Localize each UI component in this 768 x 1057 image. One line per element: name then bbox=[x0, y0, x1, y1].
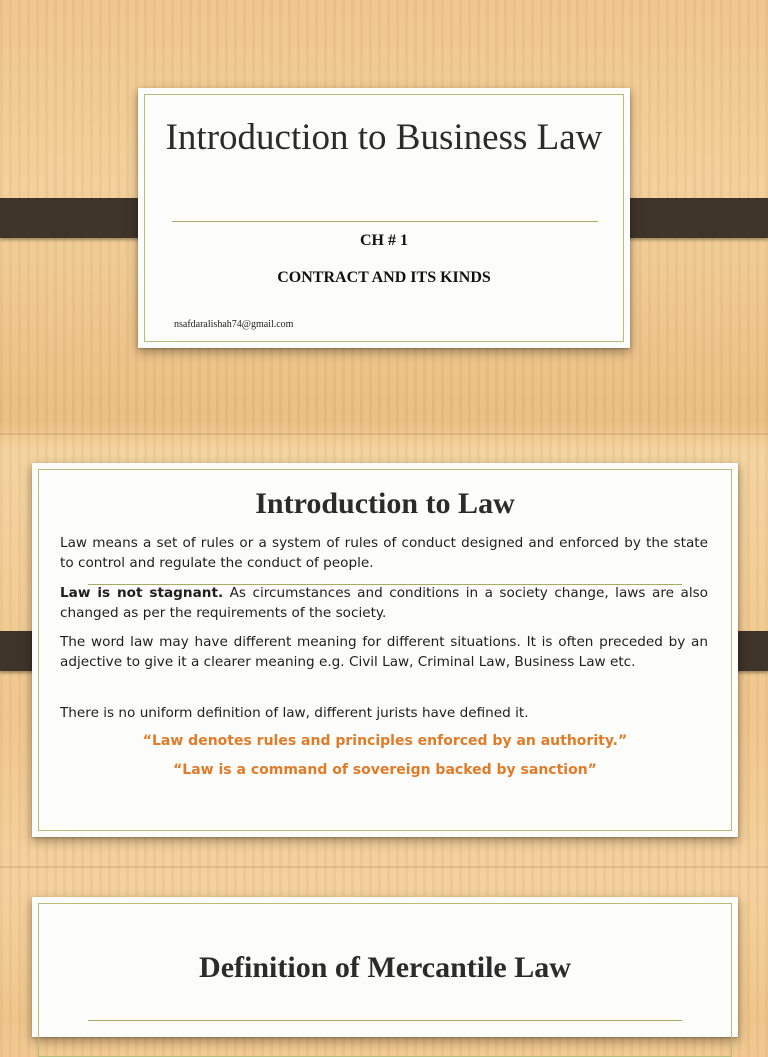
chapter-subtitle: CONTRACT AND ITS KINDS bbox=[277, 269, 491, 286]
binder-strap-right bbox=[613, 198, 768, 238]
chapter-label: CH # 1 bbox=[360, 232, 408, 249]
slide-heading: Definition of Mercantile Law bbox=[199, 951, 571, 984]
bold-lead: Law is not stagnant. bbox=[60, 585, 224, 601]
title-divider bbox=[172, 221, 598, 222]
slide-title bbox=[138, 88, 630, 348]
paragraph: There is no uniform definition of law, different jurists have defined it. bbox=[60, 705, 529, 721]
slide-definition-of-mercantile-law bbox=[32, 897, 738, 1037]
slide-introduction-to-law bbox=[32, 463, 738, 837]
slide-title-heading: Introduction to Business Law bbox=[165, 117, 603, 158]
page-separator bbox=[0, 866, 768, 868]
quote: “Law is a command of sovereign backed by sanction” bbox=[173, 762, 597, 778]
paragraph: The word law may have different meaning for different situations. It is often preceded by an adjective to give it a clearer meaning e.g. Civil Law, Criminal Law, Business Law etc. bbox=[60, 634, 708, 670]
author-email: nsafdaralishah74@gmail.com bbox=[174, 319, 294, 330]
paragraph: Law is not stagnant. As circumstances and conditions in a society change, laws are also changed as per the requirements of the society. bbox=[60, 585, 708, 621]
slide-heading: Introduction to Law bbox=[255, 487, 515, 520]
paragraph: Law means a set of rules or a system of rules of conduct designed and enforced by the state to control and regulate the conduct of people. bbox=[60, 535, 708, 571]
binder-strap-left bbox=[0, 198, 156, 238]
title-divider bbox=[88, 1020, 682, 1021]
quote: “Law denotes rules and principles enforced by an authority.” bbox=[142, 733, 628, 749]
page-separator bbox=[0, 433, 768, 435]
